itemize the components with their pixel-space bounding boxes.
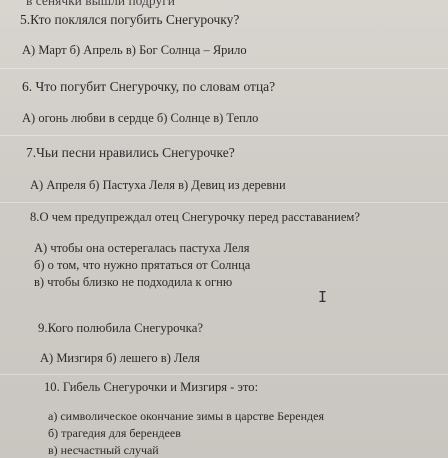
- top-fragment-text: в сенячки вышли подруги: [26, 0, 175, 8]
- answers-7: А) Апреля б) Пастуха Леля в) Девиц из деревни: [30, 178, 286, 192]
- question-6: 6. Что погубит Снегурочку, по словам отца?: [22, 79, 276, 94]
- answer-8-c: в) чтобы близко не подходила к огню: [34, 275, 233, 289]
- answers-5: А) Март б) Апрель в) Бог Солнца – Ярило: [22, 43, 247, 57]
- answer-10-c: в) несчастный случай: [48, 443, 159, 457]
- answer-8-b: б) о том, что нужно прятаться от Солнца: [34, 258, 251, 272]
- answer-10-a: а) символическое окончание зимы в царстве Берендея: [48, 409, 324, 423]
- question-5: 5.Кто поклялся погубить Снегурочку?: [20, 12, 240, 27]
- answer-8-a: А) чтобы она остерегалась пастуха Леля: [34, 241, 250, 255]
- answers-9: А) Мизгиря б) лешего в) Леля: [40, 351, 200, 365]
- separator: [0, 135, 448, 136]
- answer-10-b: б) трагедия для берендеев: [48, 426, 181, 440]
- answers-6: А) огонь любви в сердце б) Солнце в) Тепло: [22, 111, 259, 125]
- question-9: 9.Кого полюбила Снегурочка?: [38, 321, 204, 335]
- separator: [0, 202, 448, 203]
- question-7: 7.Чьи песни нравились Снегурочке?: [26, 145, 235, 160]
- question-10: 10. Гибель Снегурочки и Мизгиря - это:: [44, 380, 259, 394]
- text-cursor-icon: I: [318, 288, 328, 306]
- separator: [0, 374, 448, 375]
- question-8: 8.О чем предупреждал отец Снегурочку перед расставанием?: [30, 210, 360, 224]
- separator: [0, 68, 448, 69]
